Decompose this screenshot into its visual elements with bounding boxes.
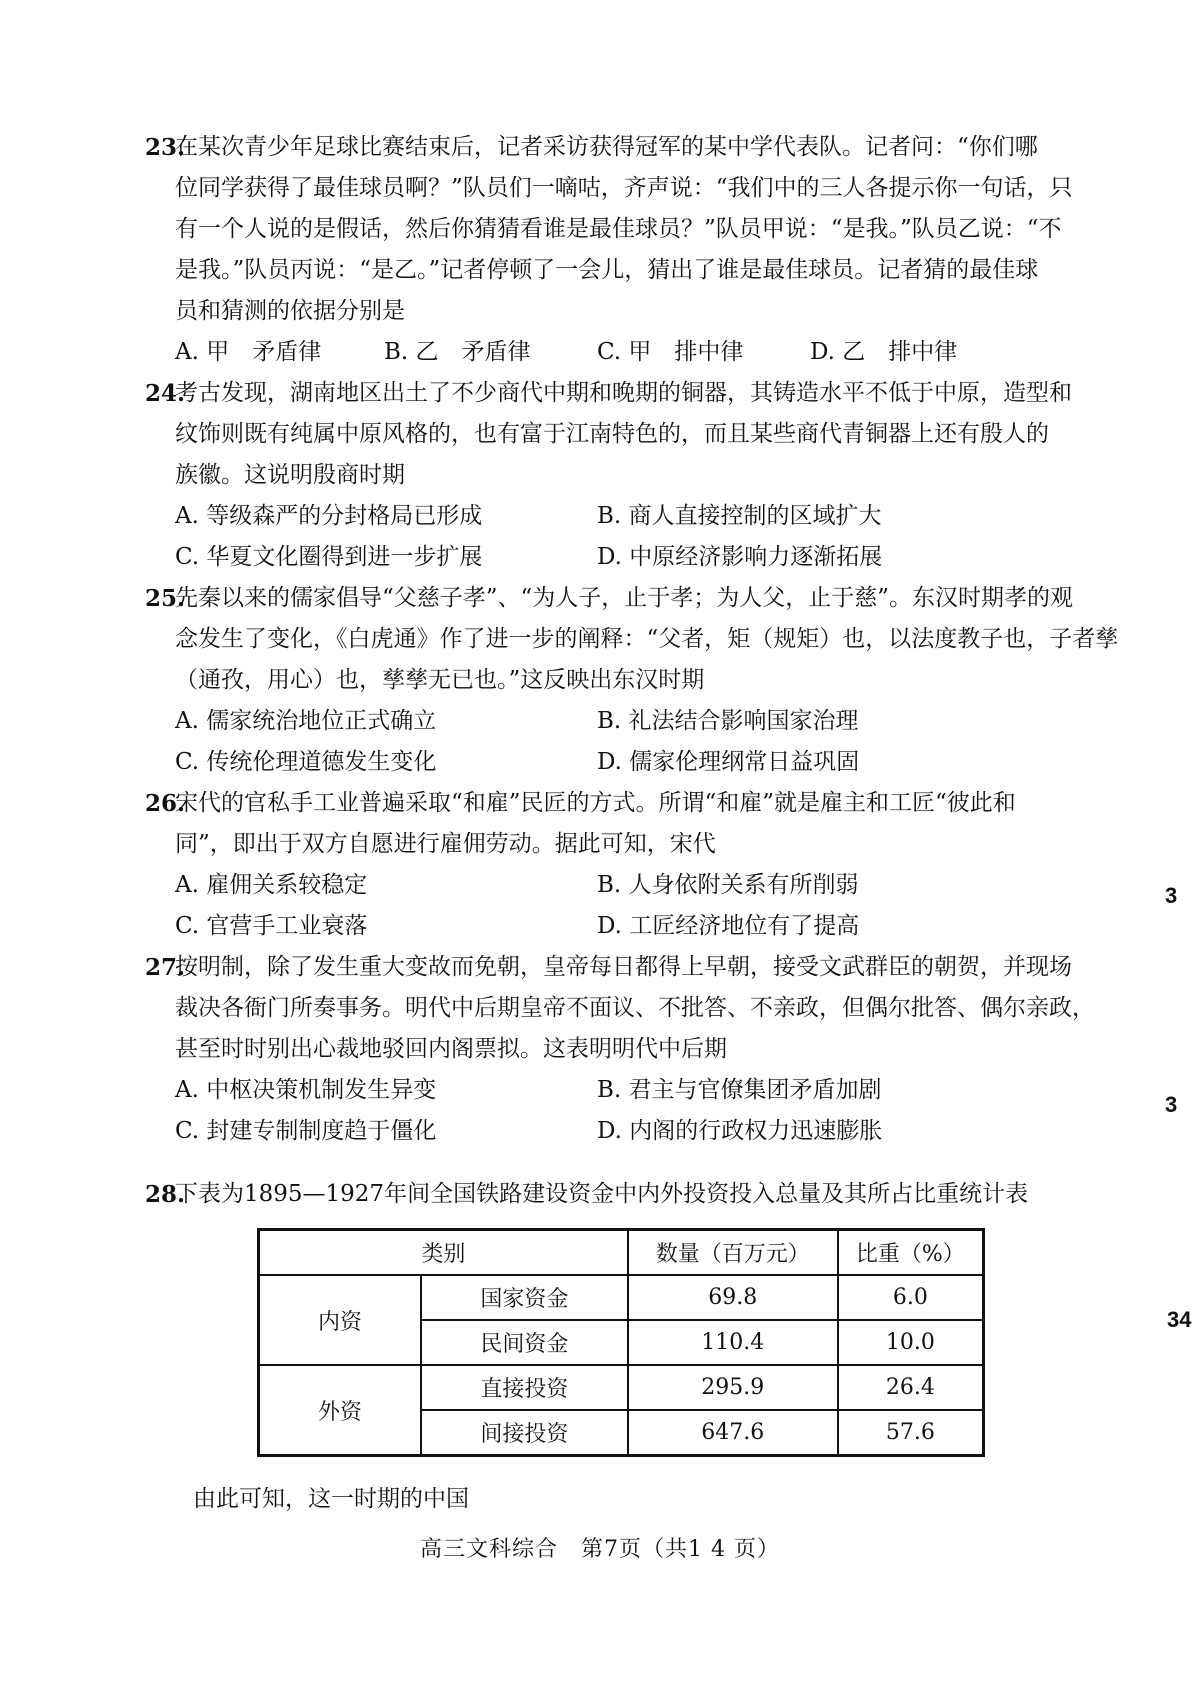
option-c: C. 华夏文化圈得到进一步扩展 (175, 544, 483, 570)
question-line: 族徽。这说明殷商时期 (175, 462, 405, 488)
row-label: 民间资金 (421, 1320, 628, 1365)
option-a: A. 甲 矛盾律 (175, 339, 322, 365)
table-row (259, 1275, 984, 1320)
option-c: C. 官营手工业衰落 (175, 913, 368, 939)
page-footer: 高三文科综合 第7页（共1 4 页） (420, 1537, 780, 1562)
table-header-row (259, 1230, 984, 1276)
option-a: A. 中枢决策机制发生异变 (175, 1077, 437, 1103)
question-line: 位同学获得了最佳球员啊？”队员们一嘀咕，齐声说：“我们中的三人各提示你一句话，只 (175, 175, 1073, 201)
margin-mark: 3 (1165, 1092, 1178, 1117)
question-line: 是我。”队员丙说：“是乙。”记者停顿了一会儿，猜出了谁是最佳球员。记者猜的最佳球 (175, 257, 1039, 283)
question-line: 考古发现，湖南地区出土了不少商代中期和晚期的铜器，其铸造水平不低于中原，造型和 (175, 380, 1072, 406)
option-a: A. 雇佣关系较稳定 (175, 872, 368, 898)
header-share: 比重（%） (838, 1230, 984, 1276)
header-category: 类别 (259, 1230, 628, 1276)
question-line: 有一个人说的是假话，然后你猜猜看谁是最佳球员？”队员甲说：“是我。”队员乙说：“不 (175, 216, 1062, 242)
question-line: 同”，即出于双方自愿进行雇佣劳动。据此可知，宋代 (175, 831, 716, 857)
option-b: B. 人身依附关系有所削弱 (597, 872, 859, 898)
option-d: D. 儒家伦理纲常日益巩固 (597, 749, 860, 775)
group-domestic: 内资 (259, 1275, 422, 1365)
option-b: B. 乙 矛盾律 (384, 339, 531, 365)
option-c: C. 甲 排中律 (597, 339, 744, 365)
option-b: B. 商人直接控制的区域扩大 (597, 503, 882, 529)
row-amount: 69.8 (628, 1275, 838, 1320)
question-line: 念发生了变化，《白虎通》作了进一步的阐释：“父者，矩（规矩）也，以法度教子也，子者孳 (175, 626, 1119, 652)
header-amount: 数量（百万元） (628, 1230, 838, 1276)
option-b: B. 礼法结合影响国家治理 (597, 708, 859, 734)
question-line: 按明制，除了发生重大变故而免朝，皇帝每日都得上早朝，接受文武群臣的朝贺，并现场 (175, 954, 1072, 980)
option-d: D. 内阁的行政权力迅速膨胀 (597, 1118, 883, 1144)
question-number: 26. (145, 790, 186, 817)
table-row (259, 1365, 984, 1410)
question-line: 宋代的官私手工业普遍采取“和雇”民匠的方式。所谓“和雇”就是雇主和工匠“彼此和 (175, 790, 1016, 816)
option-a: A. 儒家统治地位正式确立 (175, 708, 437, 734)
question-line: 在某次青少年足球比赛结束后，记者采访获得冠军的某中学代表队。记者问：“你们哪 (175, 134, 1038, 160)
question-number: 25. (145, 585, 186, 612)
row-label: 间接投资 (421, 1410, 628, 1456)
question-line: 纹饰则既有纯属中原风格的，也有富于江南特色的，而且某些商代青铜器上还有殷人的 (175, 421, 1049, 447)
question-28-continuation: 由此可知，这一时期的中国 (193, 1486, 469, 1512)
option-c: C. 传统伦理道德发生变化 (175, 749, 437, 775)
row-amount: 295.9 (628, 1365, 838, 1410)
option-c: C. 封建专制制度趋于僵化 (175, 1118, 437, 1144)
row-share: 6.0 (838, 1275, 984, 1320)
margin-mark: 34 (1167, 1307, 1192, 1332)
group-foreign: 外资 (259, 1365, 422, 1456)
row-share: 10.0 (838, 1320, 984, 1365)
option-d: D. 乙 排中律 (810, 339, 958, 365)
row-amount: 647.6 (628, 1410, 838, 1456)
question-number: 28. (145, 1181, 186, 1208)
row-share: 57.6 (838, 1410, 984, 1456)
row-amount: 110.4 (628, 1320, 838, 1365)
option-d: D. 中原经济影响力逐渐拓展 (597, 544, 883, 570)
railway-investment-table (257, 1228, 985, 1457)
margin-mark: 3 (1165, 883, 1178, 908)
question-number: 23. (145, 134, 186, 161)
row-label: 国家资金 (421, 1275, 628, 1320)
question-line: 甚至时时别出心裁地驳回内阁票拟。这表明明代中后期 (175, 1036, 727, 1062)
question-line: 先秦以来的儒家倡导“父慈子孝”、“为人子，止于孝；为人父，止于慈”。东汉时期孝的观 (175, 585, 1074, 611)
option-b: B. 君主与官僚集团矛盾加剧 (597, 1077, 882, 1103)
question-line: 员和猜测的依据分别是 (175, 298, 405, 324)
question-line: 裁决各衙门所奏事务。明代中后期皇帝不面议、不批答、不亲政，但偶尔批答、偶尔亲政， (175, 995, 1095, 1021)
option-a: A. 等级森严的分封格局已形成 (175, 503, 483, 529)
row-label: 直接投资 (421, 1365, 628, 1410)
option-d: D. 工匠经济地位有了提高 (597, 913, 860, 939)
question-number: 24. (145, 380, 186, 407)
row-share: 26.4 (838, 1365, 984, 1410)
question-number: 27. (145, 954, 186, 981)
question-line: 下表为1895—1927年间全国铁路建设资金中内外投资投入总量及其所占比重统计表 (175, 1181, 1029, 1207)
question-line: （通孜，用心）也，孳孳无已也。”这反映出东汉时期 (175, 667, 705, 693)
